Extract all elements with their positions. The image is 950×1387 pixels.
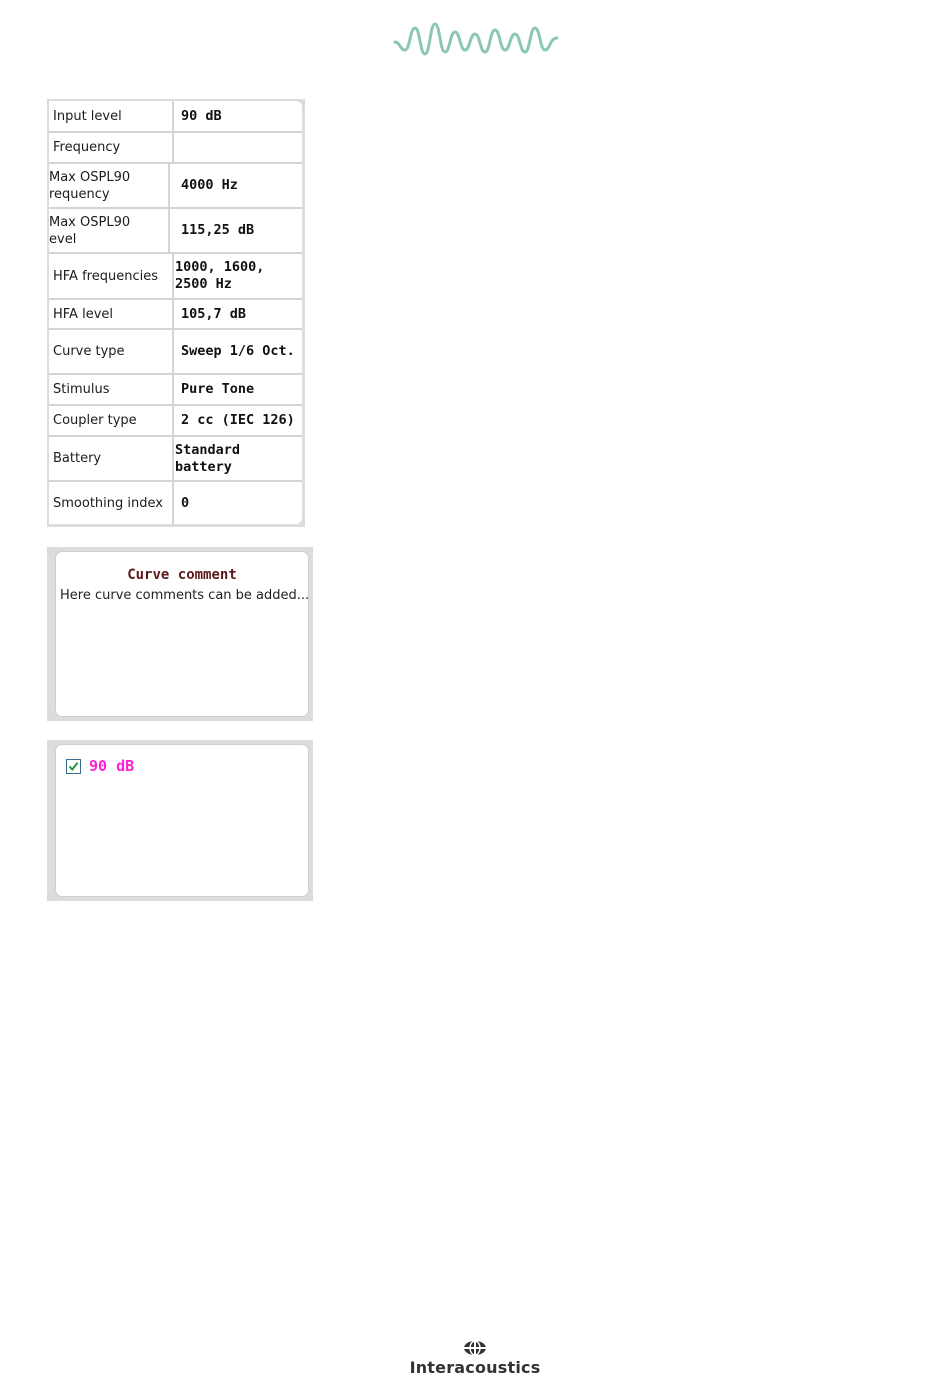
curve-comment-text[interactable]: Here curve comments can be added... (60, 588, 310, 603)
curve-label[interactable]: 90 dB (89, 757, 135, 775)
info-label: Battery (51, 437, 174, 480)
table-row (49, 164, 302, 209)
info-value (175, 437, 302, 480)
info-label: HFA level (51, 300, 174, 328)
info-value: 4000 Hz (181, 177, 238, 193)
table-row (49, 254, 302, 300)
info-label: HFA frequencies (51, 254, 174, 298)
curve-list-panel (47, 740, 313, 901)
info-label: Coupler type (51, 406, 174, 435)
info-value: 2 cc (IEC 126) (181, 412, 295, 428)
table-row (49, 482, 302, 524)
table-row (49, 406, 302, 437)
curve-info-panel (47, 99, 305, 527)
info-label: Frequency (51, 133, 174, 162)
info-value (175, 133, 302, 162)
info-value: 105,7 dB (181, 305, 247, 322)
info-label: Smoothing index (51, 482, 174, 524)
info-value: 90 dB (181, 107, 222, 124)
info-value: 115,25 dB (181, 222, 255, 238)
curve-list (55, 744, 309, 897)
info-label: Max OSPL90 requency (49, 164, 170, 207)
curve-checkbox[interactable] (66, 759, 81, 774)
interacoustics-globe-icon (463, 1340, 487, 1356)
curve-comment-panel (47, 547, 313, 721)
waveform-logo-icon (392, 20, 562, 60)
table-row (49, 330, 302, 375)
info-label: Max OSPL90 evel (49, 209, 170, 252)
curve-comment-title: Curve comment (127, 567, 237, 583)
info-value: 0 (181, 494, 190, 511)
brand-name: Interacoustics (409, 1358, 541, 1377)
info-label: Curve type (51, 330, 174, 373)
info-value-text: Standard battery (175, 441, 241, 475)
table-row (49, 101, 302, 133)
info-value (175, 254, 302, 298)
table-row (49, 300, 302, 330)
info-label: Input level (51, 101, 174, 131)
info-value: Pure Tone (181, 381, 255, 397)
table-row (49, 133, 302, 164)
list-item[interactable] (66, 757, 134, 775)
curve-comment-box[interactable] (55, 551, 309, 717)
table-row (49, 375, 302, 406)
info-value-text: 1000, 1600, 2500 Hz (175, 259, 265, 292)
checkmark-icon (68, 761, 79, 772)
info-value: Sweep 1/6 Oct. (181, 343, 295, 359)
table-row (49, 209, 302, 254)
curve-info-table (49, 101, 302, 524)
brand-footer (0, 1340, 950, 1377)
info-label: Stimulus (51, 375, 174, 404)
table-row (49, 437, 302, 482)
